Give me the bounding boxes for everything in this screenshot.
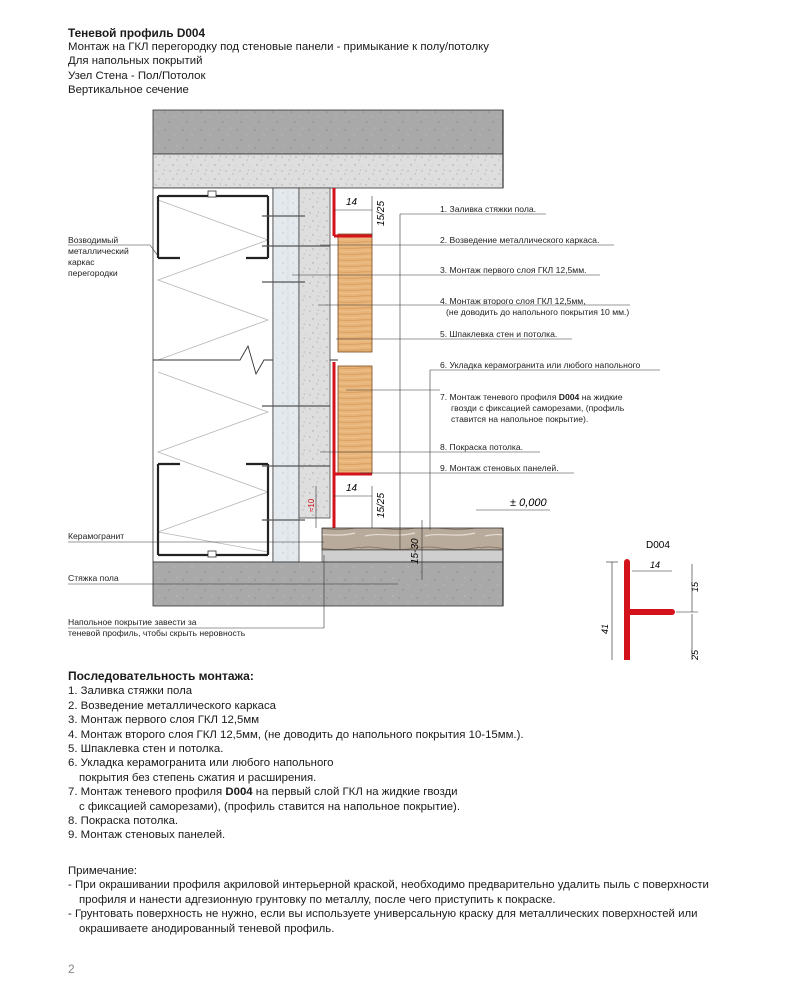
label-ceramic: Керамогранит <box>68 531 125 541</box>
subtitle-line-2: Для напольных покрытий <box>68 55 203 68</box>
shadow-profile-top <box>334 188 372 236</box>
profile-dim-14: 14 <box>650 560 661 570</box>
callout-7c: ставится на напольное покрытие). <box>451 414 589 424</box>
wall-panel-upper <box>338 234 372 352</box>
profile-dim-25: 25 <box>690 649 700 660</box>
callout-8: 8. Покраска потолка. <box>440 442 524 452</box>
partition-frame <box>153 188 273 562</box>
callout-7b: гвозди с фиксацией саморезами, (профиль <box>451 403 625 413</box>
label-screed: Стяжка пола <box>68 573 119 583</box>
note-block <box>68 864 768 936</box>
page-number: 2 <box>68 962 75 976</box>
sequence-step-3: 3. Монтаж первого слоя ГКЛ 12,5мм <box>68 714 260 727</box>
left-label-4: перегородки <box>68 268 118 278</box>
page-title: Теневой профиль D004 <box>68 26 206 40</box>
sequence-step-1: 1. Заливка стяжки пола <box>68 685 193 698</box>
note-1: - При окрашивании профиля акриловой интерьерной краской, необходимо предварительно удалить пыль с поверхности <box>68 879 709 892</box>
callout-4: 4. Монтаж второго слоя ГКЛ 12,5мм, <box>440 296 586 306</box>
label-floor-1: Напольное покрытие завести за <box>68 617 197 627</box>
note-2-cont: окрашиваете анодированный теневой профиль. <box>79 922 335 935</box>
dim-10: ≈10 <box>307 498 316 512</box>
subtitle-line-3: Узел Стена - Пол/Потолок <box>68 69 206 82</box>
left-label-2: металлический <box>68 246 129 256</box>
callout-6: 6. Укладка керамогранита или любого напольного <box>440 360 641 370</box>
subtitle-line-1: Монтаж на ГКЛ перегородку под стеновые панели - примыкание к полу/потолку <box>68 41 489 54</box>
sequence-step-8: 8. Покраска потолка. <box>68 815 179 828</box>
sequence-step-9: 9. Монтаж стеновых панелей. <box>68 829 226 842</box>
gkl-layer-1 <box>273 188 299 562</box>
left-label-3: каркас <box>68 257 95 267</box>
callout-7: 7. Монтаж теневого профиля D004 на жидкие <box>440 392 623 402</box>
callout-1: 1. Заливка стяжки пола. <box>440 204 537 214</box>
assembly-sequence <box>68 669 524 843</box>
dim-1525-top: 15/25 <box>376 200 387 226</box>
profile-name: D004 <box>646 540 670 551</box>
note-heading: Примечание: <box>68 865 138 877</box>
note-2: - Грунтовать поверхность не нужно, если вы используете универсальную краску для металлических поверхностей или <box>68 908 698 921</box>
label-floor-2: теневой профиль, чтобы скрыть неровность <box>68 628 246 638</box>
sequence-step-2: 2. Возведение металлического каркаса <box>68 699 277 712</box>
callout-3: 3. Монтаж первого слоя ГКЛ 12,5мм. <box>440 265 587 275</box>
dim-1525-bottom: 15/25 <box>376 492 387 518</box>
ceiling-slab <box>153 110 503 154</box>
wall-panel-lower <box>338 366 372 474</box>
callout-5: 5. Шпаклевка стен и потолка. <box>440 329 558 339</box>
dim-1530: 15-30 <box>410 538 421 564</box>
left-label-1: Возводимый <box>68 235 119 245</box>
profile-d004-shape <box>627 562 672 660</box>
sequence-step-6-cont: покрытия без степень сжатия и расширения. <box>79 771 317 784</box>
gkl-layer-2 <box>299 188 330 518</box>
sequence-step-4: 4. Монтаж второго слоя ГКЛ 12,5мм, (не доводить до напольного покрытия 10-15мм.). <box>68 728 524 741</box>
profile-dim-15: 15 <box>690 581 700 592</box>
sequence-heading: Последовательность монтажа: <box>68 669 254 683</box>
level-mark: ± 0,000 <box>510 497 547 509</box>
ceiling-plaster <box>153 154 503 188</box>
profile-dim-41: 41 <box>600 623 610 634</box>
callout-4b: (не доводить до напольного покрытия 10 мм.) <box>446 307 630 317</box>
callout-9: 9. Монтаж стеновых панелей. <box>440 463 559 473</box>
sequence-step-5: 5. Шпаклевка стен и потолка. <box>68 743 224 756</box>
sequence-step-7: 7. Монтаж теневого профиля D004 на первый слой ГКЛ на жидкие гвозди <box>68 786 458 799</box>
sequence-step-7-cont: с фиксацией саморезами), (профиль ставится на напольное покрытие). <box>79 800 460 813</box>
subtitle-line-4: Вертикальное сечение <box>68 83 189 96</box>
note-1-cont: профиля и нанести адгезионную грунтовку по металлу, после чего приступить к покраске. <box>79 893 556 906</box>
dim-14-top: 14 <box>346 197 358 208</box>
dim-14-bottom: 14 <box>346 483 358 494</box>
sequence-step-6: 6. Укладка керамогранита или любого напольного <box>68 757 334 770</box>
callout-2: 2. Возведение металлического каркаса. <box>440 235 600 245</box>
